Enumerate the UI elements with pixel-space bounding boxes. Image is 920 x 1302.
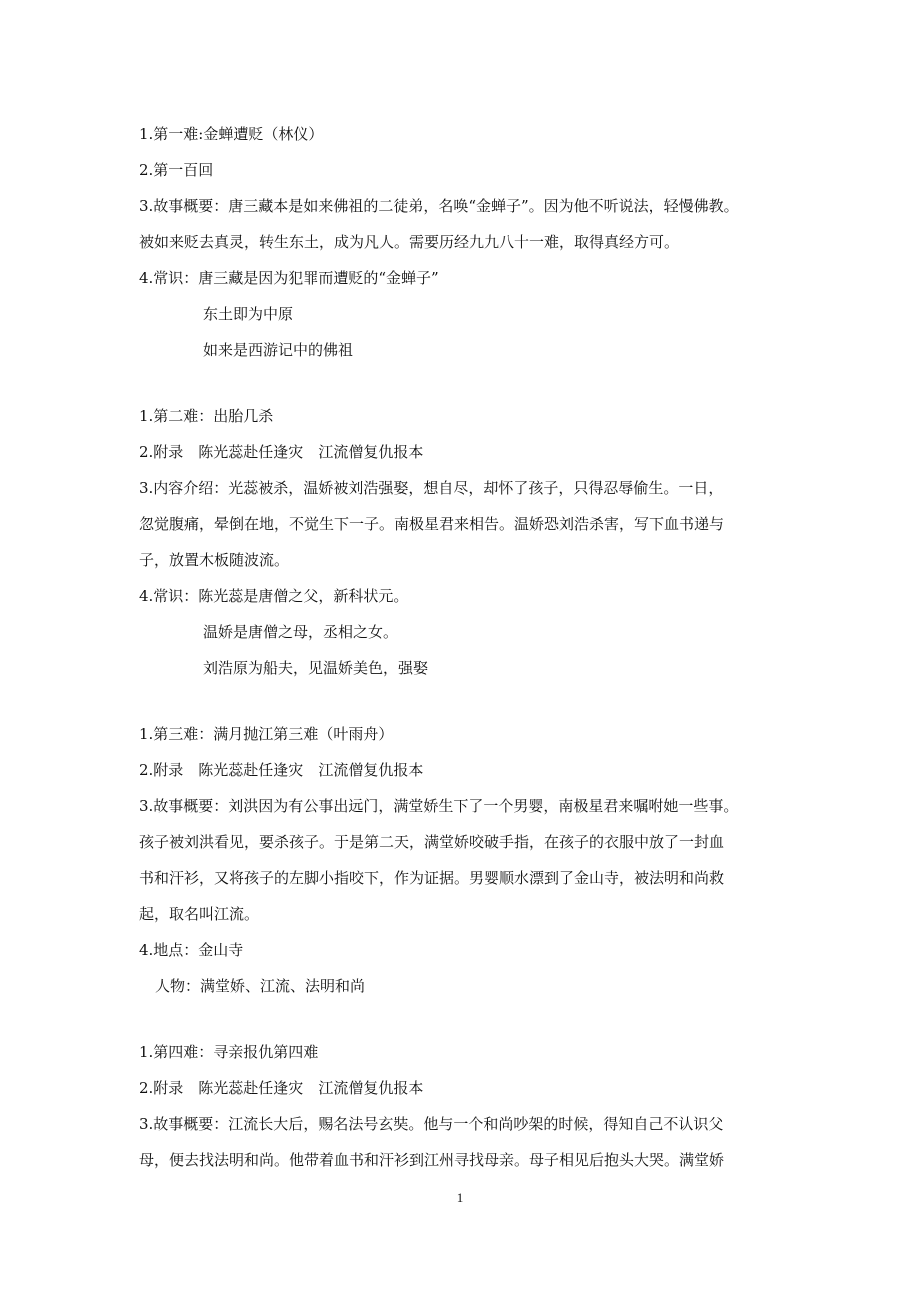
indented-line: 人物：满堂娇、江流、法明和尚 (155, 977, 366, 995)
indented-line: 东土即为中原 (203, 305, 294, 323)
text-line: 忽觉腹痛，晕倒在地，不觉生下一子。南极星君来相告。温娇恐刘浩杀害，写下血书递与 (139, 515, 725, 533)
text-line: 2.附录 陈光蕊赴任逢灾 江流僧复仇报本 (139, 443, 424, 461)
section-2 (139, 398, 799, 686)
document-body (139, 116, 799, 1178)
text-line: 3.内容介绍：光蕊被杀，温娇被刘浩强娶，想自尽，却怀了孩子，只得忍辱偷生。一日， (139, 479, 724, 497)
text-line: 孩子被刘洪看见，要杀孩子。于是第二天，满堂娇咬破手指，在孩子的衣服中放了一封血 (139, 833, 725, 851)
page-number: 1 (456, 1190, 464, 1205)
text-line: 4.常识：唐三藏是因为犯罪而遭贬的“金蝉子” (139, 269, 439, 287)
text-line: 4.常识：陈光蕊是唐僧之父，新科状元。 (139, 587, 409, 605)
text-line: 2.附录 陈光蕊赴任逢灾 江流僧复仇报本 (139, 761, 424, 779)
text-line: 1.第三难：满月抛江第三难（叶雨舟） (139, 725, 394, 743)
section-3 (139, 716, 799, 1004)
indented-line: 温娇是唐僧之母，丞相之女。 (203, 623, 399, 641)
section-gap (139, 368, 799, 398)
text-line: 1.第二难：出胎几杀 (139, 407, 274, 425)
text-line: 4.地点：金山寺 (139, 941, 244, 959)
text-line: 2.第一百回 (139, 161, 214, 179)
text-line: 1.第四难：寻亲报仇第四难 (139, 1043, 319, 1061)
section-gap (139, 1004, 799, 1034)
indented-line: 如来是西游记中的佛祖 (203, 341, 354, 359)
text-line: 3.故事概要：唐三藏本是如来佛祖的二徒弟，名唤“金蝉子”。因为他不听说法，轻慢佛教。 (139, 197, 739, 215)
text-line: 2.附录 陈光蕊赴任逢灾 江流僧复仇报本 (139, 1079, 424, 1097)
text-line: 子，放置木板随波流。 (139, 551, 290, 569)
text-line: 被如来贬去真灵，转生东土，成为凡人。需要历经九九八十一难，取得真经方可。 (139, 233, 680, 251)
text-line: 3.故事概要：刘洪因为有公事出远门，满堂娇生下了一个男婴，南极星君来嘱咐她一些事。 (139, 797, 739, 815)
text-line: 1.第一难:金蝉遭贬（林仪） (139, 125, 324, 143)
text-line: 起，取名叫江流。 (139, 905, 260, 923)
text-line: 书和汗衫，又将孩子的左脚小指咬下，作为证据。男婴顺水漂到了金山寺，被法明和尚救 (139, 869, 725, 887)
indented-line: 刘浩原为船夫，见温娇美色，强娶 (203, 659, 429, 677)
text-line: 母，便去找法明和尚。他带着血书和汗衫到江州寻找母亲。母子相见后抱头大哭。满堂娇 (139, 1151, 725, 1169)
text-line: 3.故事概要：江流长大后，赐名法号玄奘。他与一个和尚吵架的时候，得知自己不认识父 (139, 1115, 724, 1133)
section-gap (139, 686, 799, 716)
section-1 (139, 116, 799, 368)
section-4 (139, 1034, 799, 1178)
